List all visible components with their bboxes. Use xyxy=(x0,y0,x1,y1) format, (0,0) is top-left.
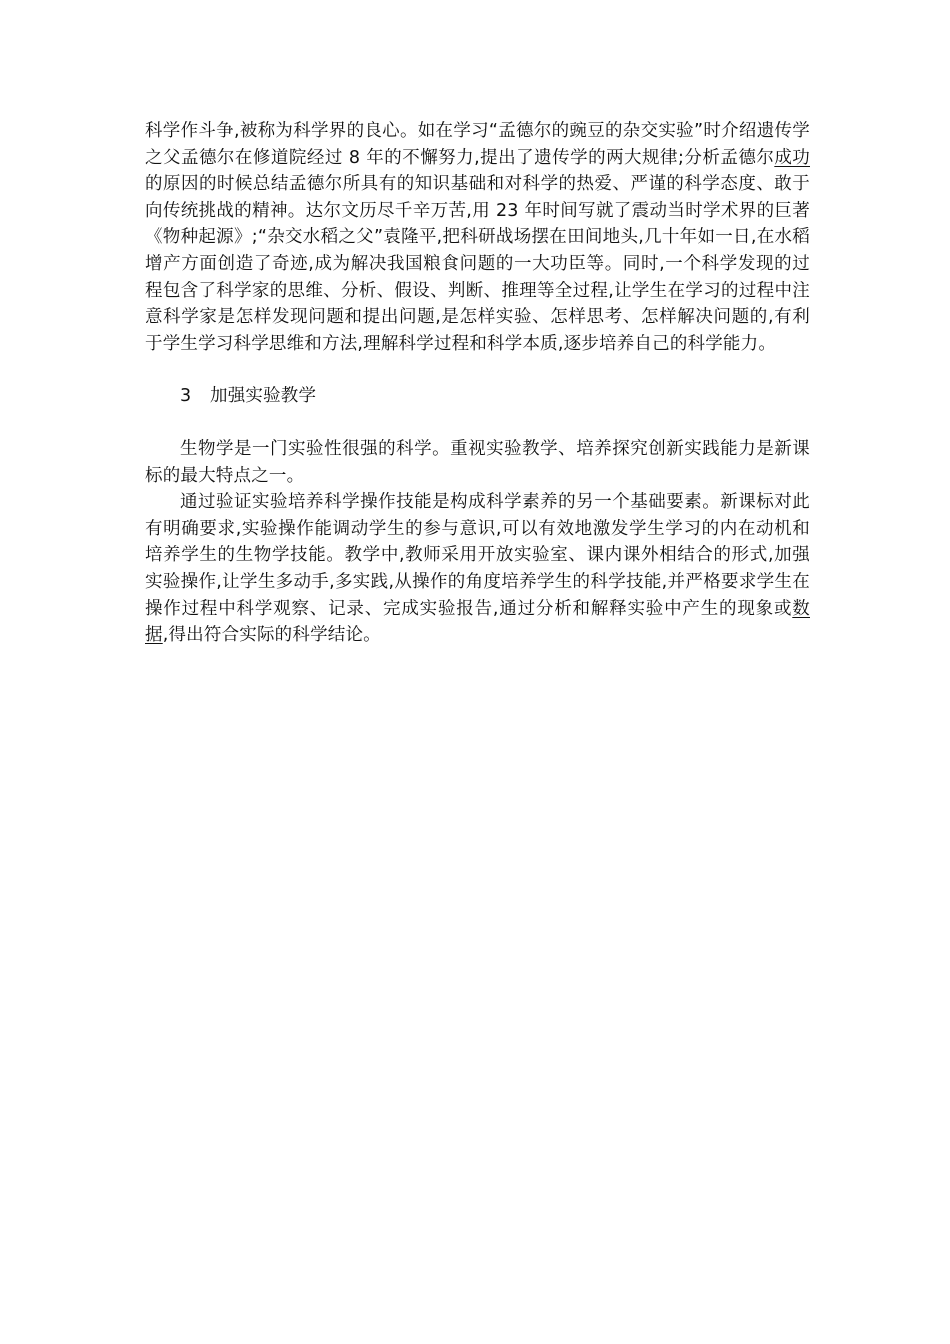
section-heading xyxy=(145,383,810,410)
paragraph-text: 科学作斗争,被称为科学界的良心。如在学习“孟德尔的豌豆的杂交实验”时介绍遗传学之父孟德尔在修道院经过 8 年的不懈努力,提出了遗传学的两大规律;分析孟德尔 xyxy=(145,121,810,168)
paragraph-scientist-examples xyxy=(145,118,810,357)
link-success[interactable]: 成功 xyxy=(774,147,810,168)
section-title: 加强实验教学 xyxy=(210,386,317,407)
paragraph-text: ,得出符合实际的科学结论。 xyxy=(162,625,381,646)
document-page xyxy=(145,118,810,649)
link-data[interactable]: 数据 xyxy=(145,598,810,646)
paragraph-text: 通过验证实验培养科学操作技能是构成科学素养的另一个基础要素。新课标对此有明确要求,实验操作能调动学生的参与意识,可以有效地激发学生学习的内在动机和培养学生的生物学技能。教学中,教师采用开放实验室、课内课外相结合的形式,加强实验操作,让学生多动手,多实践,从操作的角度培养学生的科学技能,并严格要求学生在操作过程中科学观察、记录、完成实验报告,通过分析和解释实验中产生的现象或 xyxy=(145,492,810,619)
paragraph-experiment-skills xyxy=(145,489,810,649)
section-number: 3 xyxy=(180,386,192,407)
paragraph-text: 的原因的时候总结孟德尔所具有的知识基础和对科学的热爱、严谨的科学态度、敢于向传统挑战的精神。达尔文历尽千辛万苦,用 23 年时间写就了震动当时学术界的巨著《物种起源》;“杂交水稻之父”袁隆平,把科研战场摆在田间地头,几十年如一日,在水稻增产方面创造了奇迹,成为解决我国粮食问题的一大功臣等。同时,一个科学发现的过程包含了科学家的思维、分析、假设、判断、推理等全过程,让学生在学习的过程中注意科学家是怎样发现问题和提出问题,是怎样实验、怎样思考、怎样解决问题的,有利于学生学习科学思维和方法,理解科学过程和科学本质,逐步培养自己的科学能力。 xyxy=(145,174,810,354)
paragraph-biology-experimental: 生物学是一门实验性很强的科学。重视实验教学、培养探究创新实践能力是新课标的最大特点之一。 xyxy=(145,438,810,486)
